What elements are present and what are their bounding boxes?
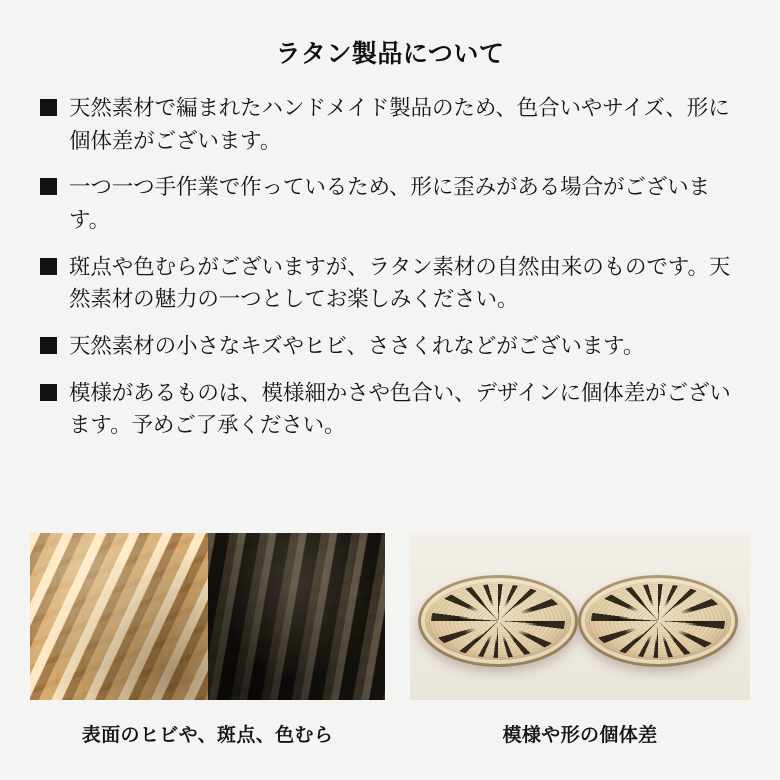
patterned-baskets-photo [410, 533, 750, 700]
photo-group-pattern [410, 533, 750, 747]
square-bullet-icon [40, 337, 57, 354]
basket-left [418, 575, 578, 667]
basket-right [578, 575, 738, 667]
note-text: 斑点や色むらがございますが、ラタン素材の自然由来のものです。天然素材の魅力の一つとしてお楽しみください。 [69, 254, 731, 312]
square-bullet-icon [40, 99, 57, 116]
list-item [40, 330, 746, 363]
square-bullet-icon [40, 258, 57, 275]
photo-group-surface [30, 533, 385, 747]
light-rattan-weave-photo [30, 533, 208, 700]
photo-caption: 表面のヒビや、斑点、色むら [81, 725, 334, 746]
list-item [40, 92, 746, 157]
note-text: 天然素材で編まれたハンドメイド製品のため、色合いやサイズ、形に個体差がございます。 [69, 96, 730, 153]
photo-caption: 模様や形の個体差 [502, 725, 658, 746]
square-bullet-icon [40, 384, 57, 401]
photo-section [0, 533, 780, 780]
dark-rattan-weave-photo [208, 533, 386, 700]
square-bullet-icon [40, 178, 57, 195]
note-text: 一つ一つ手作業で作っているため、形に歪みがある場合がございます。 [69, 175, 710, 233]
list-item [40, 251, 746, 316]
note-text: 模様があるものは、模様細かさや色合い、デザインに個体差がございます。予めご了承ください。 [69, 380, 731, 438]
list-item [40, 171, 746, 236]
list-item [40, 377, 746, 442]
page-title: ラタン製品について [275, 40, 505, 68]
note-text: 天然素材の小さなキズやヒビ、ささくれなどがございます。 [69, 334, 645, 359]
photo-row [30, 533, 385, 700]
notes-list [0, 92, 780, 442]
